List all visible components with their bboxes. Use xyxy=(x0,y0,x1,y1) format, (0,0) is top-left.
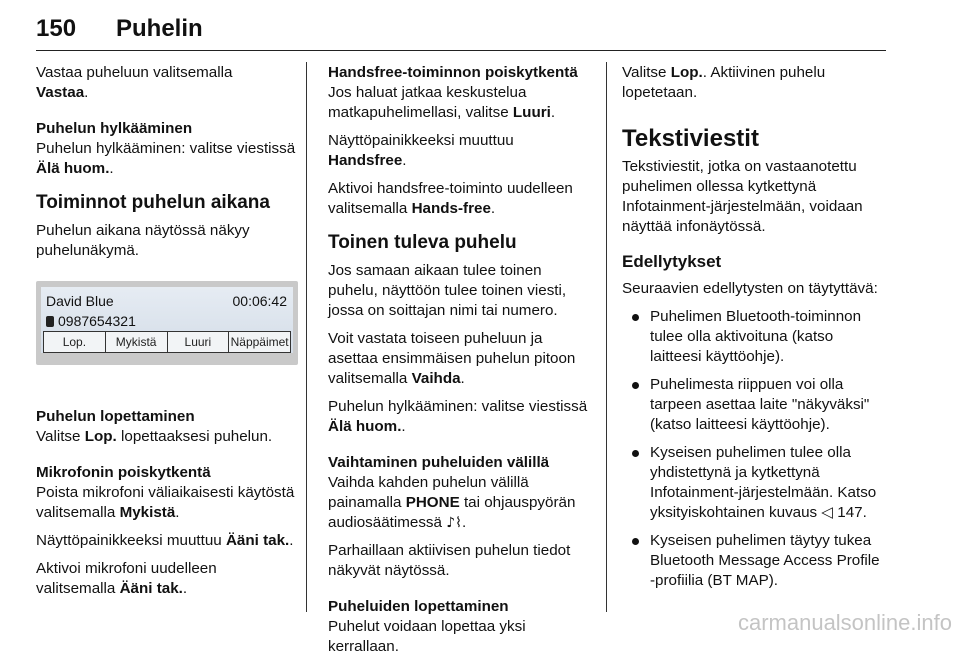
text: Valitse xyxy=(622,64,667,81)
column-1 xyxy=(36,63,298,607)
text: Puhelun hylkääminen: valitse viestissä xyxy=(328,398,588,415)
text: . xyxy=(460,370,465,387)
paragraph-end-calls: Puhelut voidaan lopettaa yksi kerrallaan. xyxy=(328,618,526,655)
text: Vastaa puheluun valitsemalla xyxy=(36,64,233,81)
list-item-text: Puhelimesta riippuen voi olla tarpeen asettaa laite "näkyväksi" (katso laitteesi käyttöohje). xyxy=(650,376,870,433)
column-divider-2 xyxy=(606,62,607,612)
paragraph-answer xyxy=(36,63,298,103)
paragraph-handset xyxy=(328,83,590,123)
subheading-handsfree-off: Handsfree-toiminnon poiskytkentä xyxy=(328,64,578,81)
text: . xyxy=(109,160,114,177)
paragraph-handsfree-on xyxy=(328,179,590,219)
text: . xyxy=(462,514,467,531)
bold-term: Älä huom. xyxy=(36,160,110,177)
paragraph-reject xyxy=(36,139,298,179)
paragraph-second-call: Jos samaan aikaan tulee toinen puhelu, näyttöön tulee toinen viesti, jossa on soittajan nimi tai numero. xyxy=(328,262,567,319)
text: tai ohjauspyörän audiosäätimessä xyxy=(328,494,576,531)
text: Aktivoi handsfree-toiminto uudelleen valitsemalla xyxy=(328,180,573,217)
text: Poista mikrofoni väliaikaisesti käytöstä valitsemalla xyxy=(36,484,295,521)
screen-button-keypad: Näppäimet xyxy=(230,335,289,349)
text: . xyxy=(182,580,188,597)
paragraph-end-call xyxy=(36,427,298,447)
text: Vaihda kahden puhelun välillä painamalla xyxy=(328,474,529,511)
bold-term: Hands-free xyxy=(411,200,491,217)
list-item xyxy=(622,443,886,523)
prerequisites-list xyxy=(622,307,886,591)
column-3 xyxy=(622,63,886,599)
watermark: carmanualsonline.info xyxy=(737,610,952,635)
text: . xyxy=(490,200,496,217)
paragraph-end-active xyxy=(622,63,886,103)
subheading-end-call: Puhelun lopettaminen xyxy=(36,408,195,425)
heading-call-functions: Toiminnot puhelun aikana xyxy=(36,192,270,213)
text: Aktivoi mikrofoni uudelleen valitsemalla xyxy=(36,560,217,597)
call-timer: 00:06:42 xyxy=(232,293,287,309)
text: . xyxy=(289,532,294,549)
text: Valitse xyxy=(36,428,81,445)
list-item xyxy=(622,531,886,591)
bullet-icon xyxy=(632,450,639,457)
subheading-switch-calls: Vaihtaminen puheluiden välillä xyxy=(328,454,550,471)
text: Voit vastata toiseen puheluun ja asettaa ensimmäisen puhelun pitoon valitsemalla xyxy=(328,330,576,387)
page-number: 150 xyxy=(36,15,77,42)
column-divider-1 xyxy=(306,62,307,612)
list-item-text: Kyseisen puhelimen täytyy tukea Bluetooth Message Access Profile -profiilia (BT MAP). xyxy=(650,532,880,589)
bold-term: Lop. xyxy=(84,428,117,445)
list-item xyxy=(622,307,886,367)
text: Näyttöpainikkeeksi muuttuu xyxy=(36,532,222,549)
call-screen-image xyxy=(36,281,298,365)
bold-term: Älä huom. xyxy=(328,418,402,435)
bold-term: Lop. xyxy=(670,64,703,81)
paragraph-prerequisites: Seuraavien edellytysten on täytyttävä: xyxy=(622,280,878,297)
bold-term: Luuri xyxy=(512,104,551,121)
call-screen-buttons xyxy=(43,331,291,353)
bold-term: Handsfree xyxy=(328,152,403,169)
text: Jos haluat jatkaa keskustelua matkapuhelimellasi, valitse xyxy=(328,84,527,121)
list-item-text: Kyseisen puhelimen tulee olla yhdistettynä ja kytkettynä Infotainment-järjestelmään. Katso yksityiskohtainen kuvaus ◁ 147. xyxy=(650,444,877,521)
text: . xyxy=(84,84,89,101)
caller-number xyxy=(46,311,136,331)
page-header xyxy=(36,14,886,51)
bold-term: Vaihda xyxy=(411,370,461,387)
paragraph-unmute xyxy=(36,559,298,599)
bullet-icon xyxy=(632,314,639,321)
bullet-icon xyxy=(632,382,639,389)
phone-icon xyxy=(46,316,54,327)
column-2 xyxy=(328,63,590,665)
text: . xyxy=(175,504,180,521)
subheading-end-calls: Puheluiden lopettaminen xyxy=(328,598,509,615)
text: . xyxy=(401,418,406,435)
caller-name: David Blue xyxy=(46,293,114,309)
paragraph-swap xyxy=(328,329,590,389)
subheading-mic-off: Mikrofonin poiskytkentä xyxy=(36,464,211,481)
call-screen xyxy=(41,287,293,353)
text: Puhelun hylkääminen: valitse viestissä xyxy=(36,140,296,157)
paragraph-reject-second xyxy=(328,397,590,437)
list-item-text: Puhelimen Bluetooth-toiminnon tulee olla aktivoituna (katso laitteesi käyttöohje). xyxy=(650,308,862,365)
text: Näyttöpainikkeeksi muuttuu xyxy=(328,132,514,149)
text: . xyxy=(550,104,556,121)
audio-control-icon: ♪⌇ xyxy=(446,515,462,531)
paragraph-mute xyxy=(36,483,298,523)
text: . Aktiivinen puhelu lopetetaan. xyxy=(622,64,826,101)
text: . xyxy=(402,152,407,169)
heading-text-messages: Tekstiviestit xyxy=(622,125,759,152)
chapter-title: Puhelin xyxy=(116,15,203,42)
bold-term: PHONE xyxy=(405,494,460,511)
paragraph-call-view: Puhelun aikana näytössä näkyy puhelunäkymä. xyxy=(36,222,250,259)
paragraph-mute-button xyxy=(36,531,298,551)
bold-term: Mykistä xyxy=(119,504,176,521)
screen-button-end: Lop. xyxy=(44,332,106,352)
bold-term: Ääni tak. xyxy=(119,580,183,597)
paragraph-switch xyxy=(328,473,590,533)
bold-term: Ääni tak. xyxy=(225,532,290,549)
screen-button-handset: Luuri xyxy=(168,332,230,352)
text: lopettaaksesi puhelun. xyxy=(121,428,273,445)
subheading-reject: Puhelun hylkääminen xyxy=(36,120,193,137)
bold-term: Vastaa xyxy=(36,84,85,101)
list-item xyxy=(622,375,886,435)
bullet-icon xyxy=(632,538,639,545)
paragraph-active-info: Parhaillaan aktiivisen puhelun tiedot näkyvät näytössä. xyxy=(328,542,571,579)
paragraph-text-messages: Tekstiviestit, jotka on vastaanotettu puhelimen ollessa kytkettynä Infotainment-järjestelmään, voidaan näyttää infonäytössä. xyxy=(622,158,863,235)
heading-prerequisites: Edellytykset xyxy=(622,252,722,271)
paragraph-handsfree-button xyxy=(328,131,590,171)
number-text: 0987654321 xyxy=(58,313,136,329)
heading-second-call: Toinen tuleva puhelu xyxy=(328,232,517,253)
screen-button-mute: Mykistä xyxy=(106,332,168,352)
